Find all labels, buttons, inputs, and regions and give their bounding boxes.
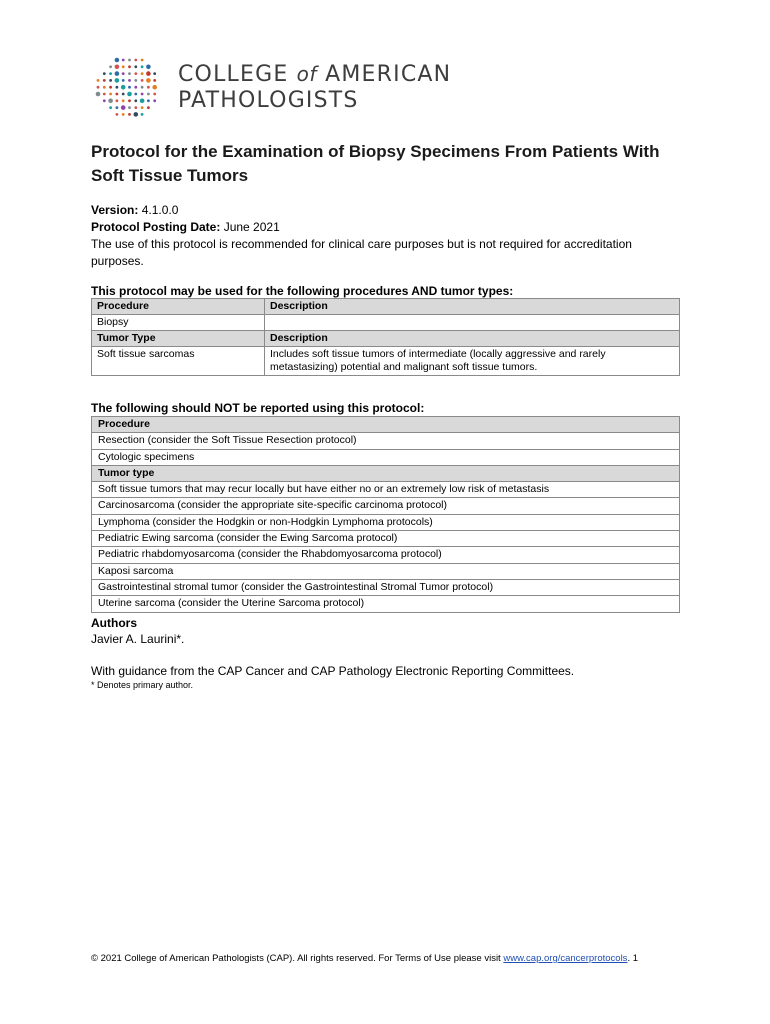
excluded-specimens-table [91, 416, 680, 613]
logo-dot [146, 65, 151, 70]
logo-wordmark [178, 61, 451, 114]
logo-dot [147, 93, 150, 96]
logo-dot [141, 113, 144, 116]
logo-dot [115, 71, 120, 76]
logo-dot [116, 113, 119, 116]
logo-dot [122, 113, 125, 116]
table-row [92, 299, 680, 315]
protocol-meta [91, 202, 681, 270]
table-row [92, 579, 680, 595]
logo-dot [128, 79, 131, 82]
table-header-cell: Procedure [92, 417, 680, 433]
table-header-cell: Tumor type [92, 465, 680, 481]
logo-dot [109, 65, 112, 68]
logo-dot [128, 106, 131, 109]
logo-dot [103, 72, 106, 75]
logo-dot [147, 99, 150, 102]
logo-dot [109, 93, 112, 96]
logo-dot [103, 93, 106, 96]
cap-logo-dots-icon [94, 56, 160, 118]
procedures-tumor-types-table [91, 298, 680, 376]
guidance-text: With guidance from the CAP Cancer and CAP Pathology Electronic Reporting Committees. [91, 664, 575, 678]
logo-dot [153, 93, 156, 96]
posting-date-label: Protocol Posting Date: [91, 220, 221, 234]
logo-dot [134, 106, 137, 109]
logo-dot [116, 99, 119, 102]
posting-date-value: June 2021 [223, 220, 280, 234]
table-cell [265, 315, 680, 331]
logo-dot [141, 65, 144, 68]
table-header-cell: Procedure [92, 299, 265, 315]
logo-dot [141, 72, 144, 75]
logo-line1-of: of [296, 62, 317, 86]
logo-dot [134, 65, 137, 68]
logo-dot [109, 106, 112, 109]
table-cell: Kaposi sarcoma [92, 563, 680, 579]
usage-note: The use of this protocol is recommended for clinical care purposes but is not required for accreditation purposes. [91, 237, 632, 268]
logo-dot [122, 59, 125, 62]
logo-dot [109, 79, 112, 82]
logo-dot [134, 86, 137, 89]
logo-dot [141, 106, 144, 109]
table-row [92, 531, 680, 547]
logo-dot [115, 65, 120, 70]
logo-dot [96, 92, 101, 97]
document-title: Protocol for the Examination of Biopsy Specimens From Patients With Soft Tissue Tumors [91, 142, 660, 185]
logo-dot [147, 86, 150, 89]
logo-dot [141, 79, 144, 82]
table-row [92, 498, 680, 514]
logo-dot [147, 106, 150, 109]
table-cell: Pediatric Ewing sarcoma (consider the Ewing Sarcoma protocol) [92, 531, 680, 547]
logo-dot [108, 99, 113, 104]
logo-dot [153, 79, 156, 82]
logo-dot [128, 113, 131, 116]
authors-heading: Authors [91, 616, 137, 630]
table-cell: Pediatric rhabdomyosarcoma (consider the Rhabdomyosarcoma protocol) [92, 547, 680, 563]
logo-dot [121, 105, 126, 110]
logo-dot [134, 79, 137, 82]
logo-dot [103, 99, 106, 102]
page-number: . 1 [627, 953, 638, 964]
version-label: Version: [91, 203, 139, 217]
logo-dot [134, 72, 137, 75]
table-cell: Lymphoma (consider the Hodgkin or non-Hodgkin Lymphoma protocols) [92, 514, 680, 530]
logo-dot [134, 59, 137, 62]
table-row [92, 563, 680, 579]
logo-dot [122, 72, 125, 75]
logo-dot [115, 78, 120, 83]
logo-dot [153, 99, 156, 102]
logo-dot [127, 92, 132, 97]
logo-dot [141, 93, 144, 96]
table-row [92, 449, 680, 465]
logo-dot [121, 85, 126, 90]
logo-line1-a: COLLEGE [178, 62, 297, 87]
table-cell: Biopsy [92, 315, 265, 331]
logo-dot [141, 86, 144, 89]
table-cell: Carcinosarcoma (consider the appropriate site-specific carcinoma protocol) [92, 498, 680, 514]
logo-dot [103, 79, 106, 82]
table-cell: Includes soft tissue tumors of intermediate (locally aggressive and rarely metastasizing) potential and malignant soft tissue tumors. [265, 347, 680, 376]
logo-dot [122, 99, 125, 102]
table-cell: Soft tissue tumors that may recur locally but have either no or an extremely low risk of metastasis [92, 482, 680, 498]
author-names: Javier A. Laurini*. [91, 632, 185, 646]
logo-dot [134, 93, 137, 96]
table-row [92, 596, 680, 612]
logo-dot [122, 65, 125, 68]
table-header-cell: Description [265, 331, 680, 347]
logo-dot [128, 59, 131, 62]
logo-dot [128, 65, 131, 68]
table-row [92, 514, 680, 530]
logo-line2: PATHOLOGISTS [178, 88, 359, 113]
logo-dot [103, 86, 106, 89]
version-value: 4.1.0.0 [141, 203, 179, 217]
primary-author-note: * Denotes primary author. [91, 680, 194, 690]
logo-dot [128, 72, 131, 75]
table-cell: Resection (consider the Soft Tissue Resection protocol) [92, 433, 680, 449]
logo-dot [97, 86, 100, 89]
cap-logo [94, 56, 494, 118]
table1-heading: This protocol may be used for the following procedures AND tumor types: [91, 284, 514, 298]
table-row [92, 547, 680, 563]
logo-dot [140, 99, 145, 104]
logo-dot [153, 72, 156, 75]
table-row [92, 482, 680, 498]
table-row [92, 331, 680, 347]
logo-dot [116, 86, 119, 89]
footer-text: © 2021 College of American Pathologists (CAP). All rights reserved. For Terms of Use please visit [91, 953, 504, 964]
table-cell: Gastrointestinal stromal tumor (consider the Gastrointestinal Stromal Tumor protocol) [92, 579, 680, 595]
table-row [92, 347, 680, 376]
page-footer [91, 953, 691, 964]
table-cell: Soft tissue sarcomas [92, 347, 265, 376]
logo-dot [128, 99, 131, 102]
logo-dot [97, 79, 100, 82]
table-cell: Uterine sarcoma (consider the Uterine Sarcoma protocol) [92, 596, 680, 612]
table-header-cell: Description [265, 299, 680, 315]
table2-heading: The following should NOT be reported using this protocol: [91, 401, 425, 415]
logo-dot [146, 71, 151, 76]
logo-dot [128, 86, 131, 89]
logo-line1-b: AMERICAN [316, 62, 452, 87]
logo-dot [134, 112, 139, 117]
logo-dot [116, 106, 119, 109]
logo-dot [116, 93, 119, 96]
table-header-cell: Tumor Type [92, 331, 265, 347]
logo-dot [152, 85, 157, 90]
table-cell: Cytologic specimens [92, 449, 680, 465]
table-row [92, 315, 680, 331]
cancer-protocols-link[interactable]: www.cap.org/cancerprotocols [503, 953, 628, 964]
table-row [92, 465, 680, 481]
table-row [92, 433, 680, 449]
logo-dot [141, 59, 144, 62]
logo-dot [122, 93, 125, 96]
logo-dot [146, 78, 151, 83]
logo-dot [109, 86, 112, 89]
logo-dot [122, 79, 125, 82]
logo-dot [134, 99, 137, 102]
logo-dot [115, 58, 120, 63]
logo-dot [109, 72, 112, 75]
table-row [92, 417, 680, 433]
